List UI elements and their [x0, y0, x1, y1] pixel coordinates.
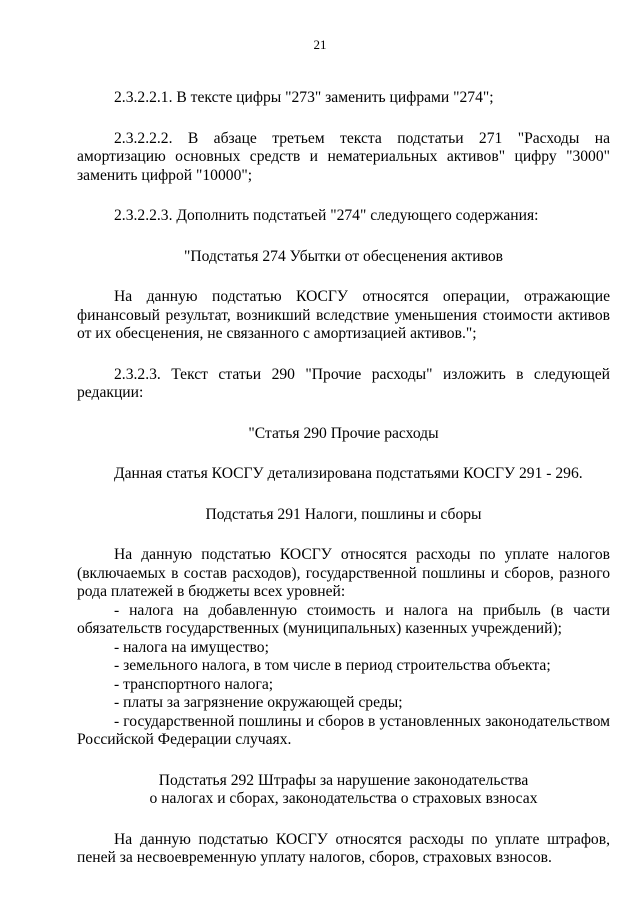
- paragraph-2-3-2-2-1: 2.3.2.2.1. В тексте цифры "273" заменить цифрами "274";: [114, 89, 494, 106]
- document-body: [77, 89, 610, 868]
- paragraph-subarticle-274: На данную подстатью КОСГУ относятся операции, отражающие финансовый результат, возникший вследствие уменьшения стоимости активов от их обесценения, не связанного с амортизацией активов.";: [77, 288, 610, 342]
- heading-subarticle-274: "Подстатья 274 Убытки от обесценения активов: [184, 247, 503, 265]
- heading-subarticle-292-line2: о налогах и сборах, законодательства о страховых взносах: [149, 790, 538, 807]
- list-item: - государственной пошлины и сборов в установленных законодательством Российской Федерации случаях.: [77, 712, 610, 748]
- heading-article-290: "Статья 290 Прочие расходы: [248, 424, 439, 442]
- list-item: - транспортного налога;: [114, 675, 274, 693]
- paragraph-subarticle-291: На данную подстатью КОСГУ относятся расходы по уплате налогов (включаемых в состав расходов), государственной пошлины и сборов, разного рода платежей в бюджеты всех уровней:: [77, 546, 610, 600]
- list-item: - налога на добавленную стоимость и налога на прибыль (в части обязательств государственных (муниципальных) казенных учреждений);: [77, 601, 610, 637]
- list-item: - земельного налога, в том числе в период строительства объекта;: [114, 657, 551, 674]
- paragraph-article-290: Данная статья КОСГУ детализирована подстатьями КОСГУ 291 - 296.: [114, 465, 583, 482]
- paragraph-2-3-2-2-2: 2.3.2.2.2. В абзаце третьем текста подстатьи 271 "Расходы на амортизацию основных средств и нематериальных активов" цифру "3000" заменить цифрой "10000";: [77, 129, 610, 184]
- list-item: - налога на имущество;: [114, 638, 269, 656]
- list-item: - платы за загрязнение окружающей среды;: [114, 694, 403, 711]
- heading-subarticle-292-line1: Подстатья 292 Штрафы за нарушение законодательства: [158, 771, 529, 789]
- paragraph-2-3-2-2-3: 2.3.2.2.3. Дополнить подстатьей "274" следующего содержания:: [114, 207, 539, 224]
- paragraph-2-3-2-3: 2.3.2.3. Текст статьи 290 "Прочие расходы" изложить в следующей редакции:: [77, 365, 610, 401]
- page-number: 21: [313, 37, 327, 52]
- heading-subarticle-291: Подстатья 291 Налоги, пошлины и сборы: [205, 505, 482, 523]
- paragraph-subarticle-292: На данную подстатью КОСГУ относятся расходы по уплате штрафов, пеней за несвоевременную уплату налогов, сборов, страховых взносов.: [77, 830, 610, 866]
